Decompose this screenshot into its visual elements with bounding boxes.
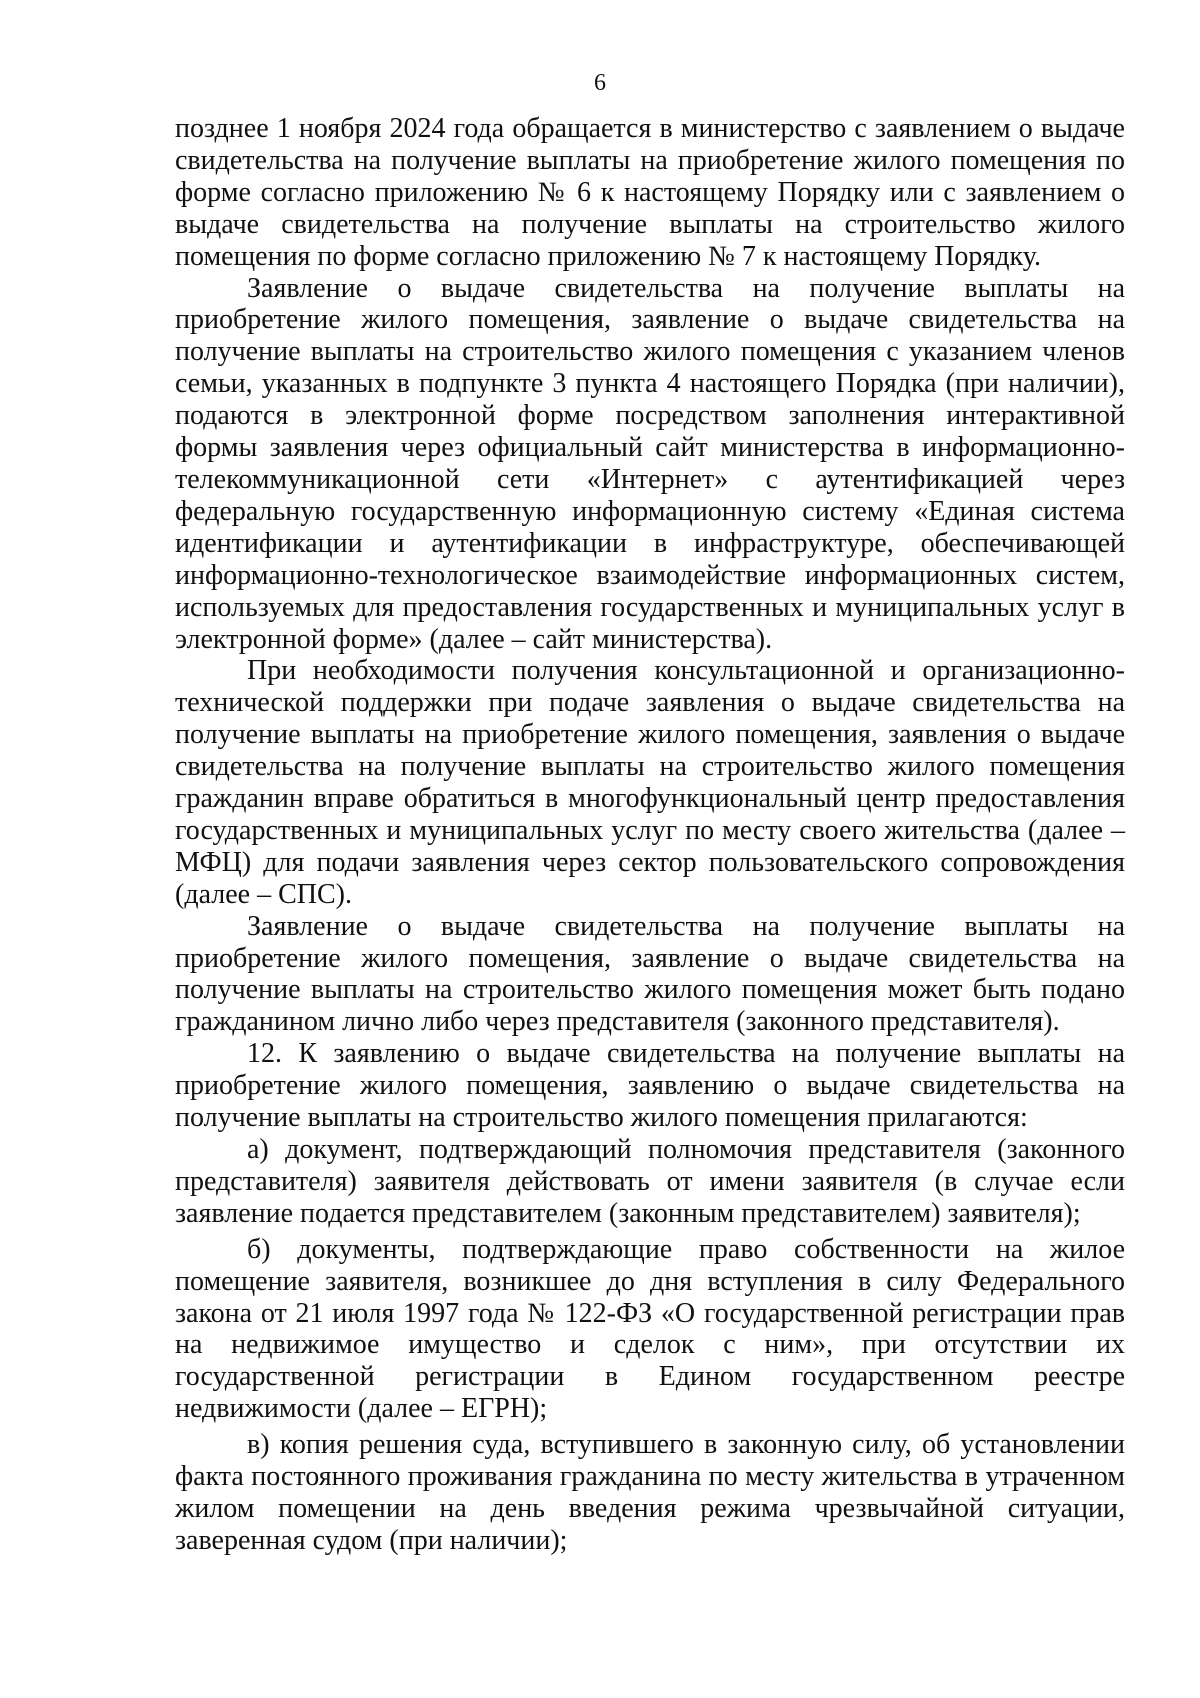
list-item-v: в) копия решения суда, вступившего в законную силу, об установлении факта постоянного проживания гражданина по месту жительства в утраченном жилом помещении на день введения режима чрезвычайной ситуации, заверенная судом (при наличии); bbox=[175, 1429, 1125, 1556]
paragraph-continuation: позднее 1 ноября 2024 года обращается в министерство с заявлением о выдаче свидетельства на получение выплаты на приобретение жилого помещения по форме согласно приложению № 6 к настоящему Порядку или с заявлением о выдаче свидетельства на получение выплаты на строительство жилого помещения по форме согласно приложению № 7 к настоящему Порядку. bbox=[175, 113, 1125, 272]
document-body bbox=[175, 113, 1125, 1557]
paragraph-electronic-submission: Заявление о выдаче свидетельства на получение выплаты на приобретение жилого помещения, заявление о выдаче свидетельства на получение выплаты на строительство жилого помещения с указанием членов семьи, указанных в подпункте 3 пункта 4 настоящего Порядка (при наличии), подаются в электронной форме посредством заполнения интерактивной формы заявления через официальный сайт министерства в информационно-телекоммуникационной сети «Интернет» с аутентификацией через федеральную государственную информационную систему «Единая система идентификации и аутентификации в инфраструктуре, обеспечивающей информационно-технологическое взаимодействие информационных систем, используемых для предоставления государственных и муниципальных услуг в электронной форме» (далее – сайт министерства). bbox=[175, 272, 1125, 655]
list-item-b: б) документы, подтверждающие право собственности на жилое помещение заявителя, возникшее до дня вступления в силу Федерального закона от 21 июля 1997 года № 122-ФЗ «О государственной регистрации прав на недвижимое имущество и сделок с ним», при отсутствии их государственной регистрации в Едином государственном реестре недвижимости (далее – ЕГРН); bbox=[175, 1233, 1125, 1425]
paragraph-submission-method: Заявление о выдаче свидетельства на получение выплаты на приобретение жилого помещения, заявление о выдаче свидетельства на получение выплаты на строительство жилого помещения может быть подано гражданином лично либо через представителя (законного представителя). bbox=[175, 910, 1125, 1038]
page-number: 6 bbox=[594, 70, 606, 96]
paragraph-mfc-support: При необходимости получения консультационной и организационно-технической поддержки при подаче заявления о выдаче свидетельства на получение выплаты на приобретение жилого помещения, заявления о выдаче свидетельства на получение выплаты на строительство жилого помещения гражданин вправе обратиться в многофункциональный центр предоставления государственных и муниципальных услуг по месту своего жительства (далее – МФЦ) для подачи заявления через сектор пользовательского сопровождения (далее – СПС). bbox=[175, 655, 1125, 910]
paragraph-item-12: 12. К заявлению о выдаче свидетельства на получение выплаты на приобретение жилого помещения, заявлению о выдаче свидетельства на получение выплаты на строительство жилого помещения прилагаются: bbox=[175, 1038, 1125, 1134]
list-item-a: а) документ, подтверждающий полномочия представителя (законного представителя) заявителя действовать от имени заявителя (в случае если заявление подается представителем (законным представителем) заявителя); bbox=[175, 1134, 1125, 1229]
